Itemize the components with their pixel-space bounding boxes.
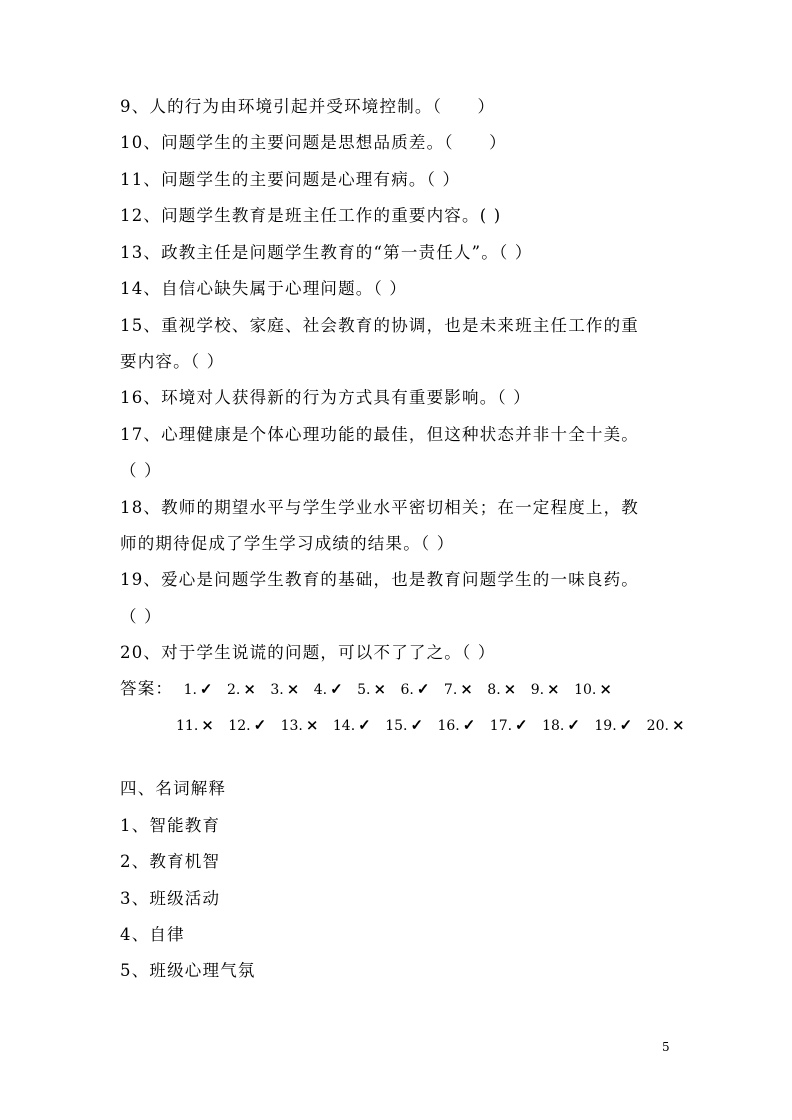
answer-item: 18. ✓ — [542, 716, 580, 734]
term-item-3: 3、班级活动 — [120, 889, 221, 908]
answers-row-2 — [176, 714, 695, 737]
question-13: 13、政教主任是问题学生教育的“第一责任人”。（ ） — [120, 243, 533, 262]
question-11: 11、问题学生的主要问题是心理有病。（ ） — [120, 170, 461, 189]
question-19-line1: 19、爱心是问题学生教育的基础，也是教育问题学生的一味良药。 — [120, 570, 639, 589]
question-15-line2: 要内容。（ ） — [120, 352, 225, 371]
answer-item: 9. × — [530, 680, 560, 698]
term-item-2: 2、教育机智 — [120, 852, 221, 871]
answer-item: 20. × — [646, 716, 685, 734]
section-title: 四、名词解释 — [120, 779, 227, 798]
answer-item: 3. × — [270, 680, 300, 698]
question-20: 20、对于学生说谎的问题，可以不了了之。（ ） — [120, 643, 496, 662]
answer-item: 11. × — [176, 716, 214, 734]
answer-item: 2. × — [226, 680, 256, 698]
term-item-5: 5、班级心理气氛 — [120, 961, 256, 980]
page-number: 5 — [662, 1040, 670, 1054]
question-15-line1: 15、重视学校、家庭、社会教育的协调，也是未来班主任工作的重 — [120, 316, 639, 335]
question-9: 9、人的行为由环境引起并受环境控制。（ ） — [120, 97, 496, 116]
question-17-line2: （ ） — [120, 461, 162, 480]
answer-item: 1. ✓ — [183, 680, 213, 698]
question-18-line1: 18、教师的期望水平与学生学业水平密切相关；在一定程度上，教 — [120, 498, 639, 517]
question-17-line1: 17、心理健康是个体心理功能的最佳，但这种状态并非十全十美。 — [120, 425, 639, 444]
answer-item: 13. × — [280, 716, 319, 734]
answers-label: 答案： — [120, 679, 174, 698]
answer-item: 8. × — [487, 680, 517, 698]
answer-item: 15. ✓ — [385, 716, 424, 734]
answer-item: 19. ✓ — [594, 716, 633, 734]
term-item-1: 1、智能教育 — [120, 816, 221, 835]
question-14: 14、自信心缺失属于心理问题。（ ） — [120, 279, 408, 298]
answer-item: 12. ✓ — [228, 716, 267, 734]
answer-item: 5. × — [357, 680, 387, 698]
answer-item: 17. ✓ — [489, 716, 528, 734]
question-18-line2: 师的期待促成了学生学习成绩的结果。（ ） — [120, 534, 455, 553]
answer-item: 6. ✓ — [400, 680, 430, 698]
question-10: 10、问题学生的主要问题是思想品质差。（ ） — [120, 133, 507, 152]
answer-item: 10. × — [574, 680, 612, 698]
answer-item: 7. × — [443, 680, 473, 698]
answer-item: 16. ✓ — [437, 716, 476, 734]
question-16: 16、环境对人获得新的行为方式具有重要影响。（ ） — [120, 388, 531, 407]
answer-item: 14. ✓ — [332, 716, 371, 734]
question-19-line2: （ ） — [120, 607, 162, 626]
term-item-4: 4、自律 — [120, 925, 185, 944]
answers-row-1 — [120, 678, 622, 701]
answer-item: 4. ✓ — [313, 680, 343, 698]
question-12: 12、问题学生教育是班主任工作的重要内容。( ) — [120, 206, 502, 225]
